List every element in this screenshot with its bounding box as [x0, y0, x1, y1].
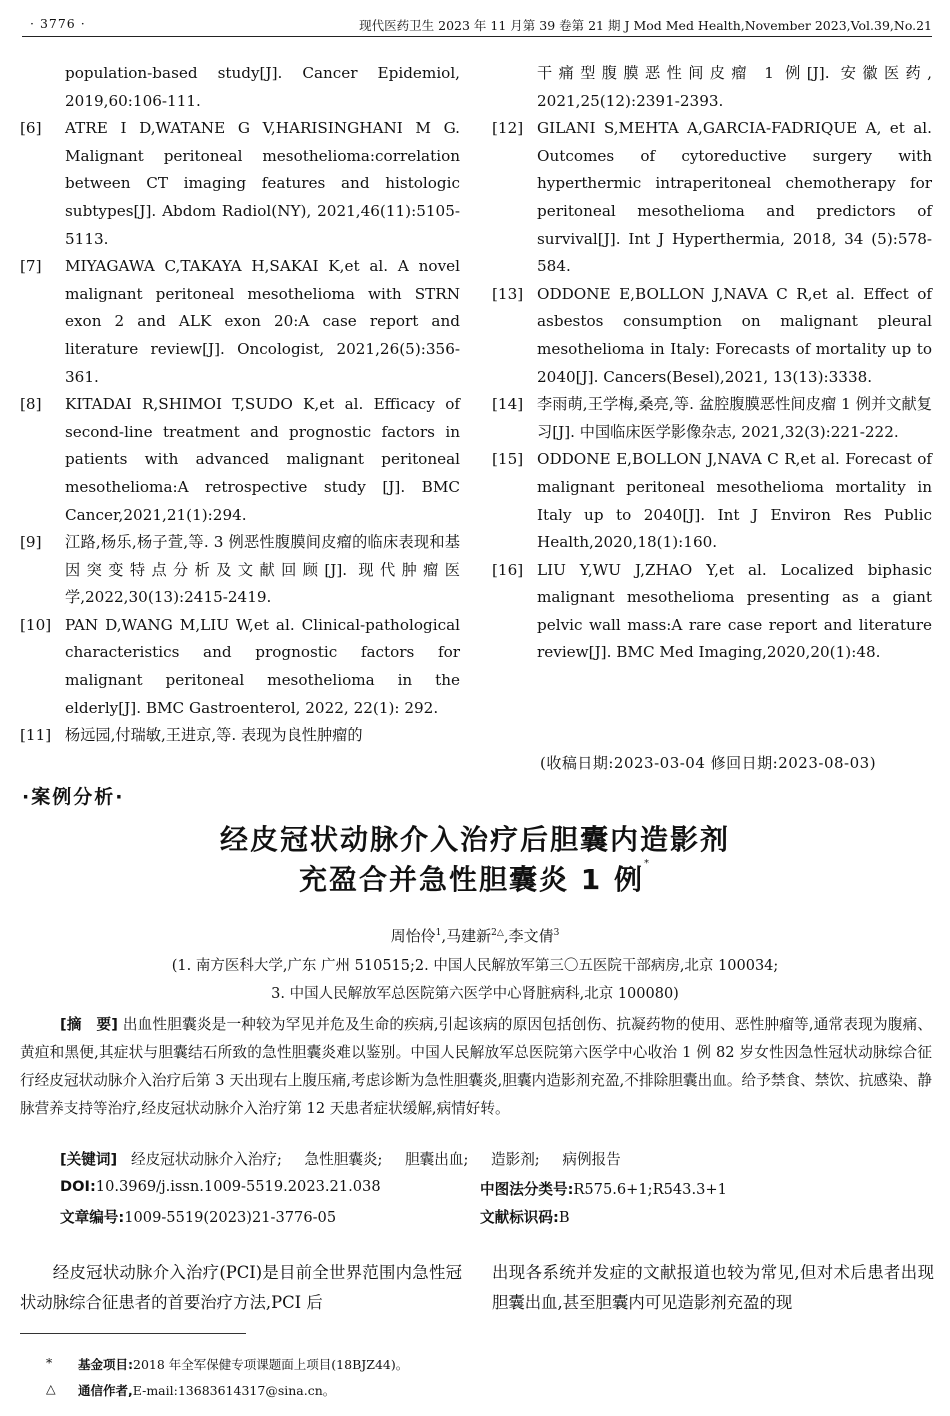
reference-item [20, 391, 460, 529]
reference-number: [12] [492, 119, 524, 138]
reference-number: [13] [492, 284, 524, 303]
page-header [22, 12, 932, 37]
reference-text: 江路,杨乐,杨子萱,等. 3 例恶性腹膜间皮瘤的临床表现和基因突变特点分析及文献回顾[J]. 现代肿瘤医学,2022,30(13):2415-2419. [65, 533, 460, 607]
reference-item [20, 60, 460, 115]
reference-text: ATRE I D,WATANE G V,HARISINGHANI M G. Malignant peritoneal mesothelioma:correlation between CT imaging features and histologic subtypes[J]. Abdom Radiol(NY), 2021,46(11):5105-5113. [65, 119, 460, 248]
footnote-divider [20, 1333, 246, 1334]
reference-item [20, 115, 460, 253]
doi-label: DOI: [60, 1178, 96, 1195]
abstract-label: [摘 要] [60, 1016, 118, 1033]
reference-number: [8] [20, 395, 42, 414]
document-code-label: 文献标识码: [480, 1209, 559, 1226]
page-number: · 3776 · [30, 16, 86, 31]
keyword: 胆囊出血; [405, 1151, 469, 1168]
document-code-value: B [558, 1209, 570, 1226]
author-affiliation: 1 [435, 928, 442, 938]
article-number-value: 1009-5519(2023)21-3776-05 [124, 1209, 337, 1226]
clc-number [480, 1178, 727, 1199]
reference-item [20, 612, 460, 722]
title-fund-mark: * [643, 858, 651, 869]
author-name: 马建新 [446, 927, 492, 945]
reference-item [492, 557, 932, 667]
doi [60, 1178, 381, 1195]
reference-item [20, 253, 460, 391]
section-label: ·案例分析· [22, 786, 125, 808]
reference-item [20, 529, 460, 612]
reference-text: 李雨萌,王学梅,桑亮,等. 盆腔腹膜恶性间皮瘤 1 例并文献复习[J]. 中国临床医学影像杂志, 2021,32(3):221-222. [537, 395, 932, 441]
reference-text: PAN D,WANG M,LIU W,et al. Clinical-pathological characteristics and prognostic factors for malignant peritoneal mesothelioma in the elderly[J]. BMC Gastroenterol, 2022, 22(1): 292. [65, 615, 460, 717]
author-name: 周怡伶 [390, 927, 436, 945]
footnote-mark: △ [46, 1381, 56, 1396]
reference-item [492, 115, 932, 281]
footnote-label: 基金项目: [78, 1357, 133, 1372]
reference-text: KITADAI R,SHIMOI T,SUDO K,et al. Efficacy of second-line treatment and prognostic factors in patients with advanced malignant peritoneal mesothelioma:A retrospective study [J]. BMC Cancer,2021,21(1):294. [65, 395, 460, 524]
document-code [480, 1206, 570, 1227]
reference-number: [6] [20, 119, 42, 138]
author-name: 李文倩 [508, 927, 554, 945]
reference-item [492, 446, 932, 556]
reference-number: [14] [492, 395, 524, 414]
footnote-text: E-mail:13683614317@sina.cn。 [132, 1383, 336, 1398]
reference-number: [9] [20, 533, 42, 552]
reference-item [492, 281, 932, 391]
reference-text: population-based study[J]. Cancer Epidemiol, 2019,60:106-111. [65, 64, 460, 110]
reference-number: [11] [20, 726, 52, 745]
reference-text: 杨远园,付瑞敏,王进京,等. 表现为良性肿瘤的 [65, 726, 363, 745]
footnote-label: 通信作者, [78, 1383, 133, 1398]
reference-number: [15] [492, 450, 524, 469]
reference-text: ODDONE E,BOLLON J,NAVA C R,et al. Forecast of malignant peritoneal mesothelioma mortality in Italy up to 2040[J]. Int J Environ Res Public Health,2020,18(1):160. [537, 450, 932, 552]
clc-value: R575.6+1;R543.3+1 [573, 1181, 727, 1198]
keyword: 经皮冠状动脉介入治疗; [131, 1151, 282, 1168]
title-text: 充盈合并急性胆囊炎 1 例 [299, 863, 644, 896]
body-text-left: 经皮冠状动脉介入治疗(PCI)是目前全世界范围内急性冠状动脉综合征患者的首要治疗方法,PCI 后 [20, 1263, 462, 1312]
affiliation-line: 3. 中国人民解放军总医院第六医学中心肾脏病科,北京 100080) [271, 986, 679, 1002]
body-text-right: 出现各系统并发症的文献报道也较为常见,但对术后患者出现胆囊出血,甚至胆囊内可见造影剂充盈的现 [492, 1263, 934, 1312]
clc-label: 中图法分类号: [480, 1181, 574, 1198]
author-affiliation: 2△ [491, 928, 504, 938]
article-title-line1: 经皮冠状动脉介入治疗后胆囊内造影剂 [219, 823, 730, 856]
abstract-text: 出血性胆囊炎是一种较为罕见并危及生命的疾病,引起该病的原因包括创伤、抗凝药物的使用、恶性肿瘤等,通常表现为腹痛、黄疸和黑便,其症状与胆囊结石所致的急性胆囊炎难以鉴别。中国人民解放军总医院第六医学中心收治 1 例 82 岁女性因急性冠状动脉综合征行经皮冠状动脉介入治疗后第 3 天出现右上腹压痛,考虑诊断为急性胆囊炎,胆囊内造影剂充盈,不排除胆囊出血。给予禁食、禁饮、抗感染、静脉营养支持等治疗,经皮冠状动脉介入治疗第 12 天患者症状缓解,病情好转。 [20, 1016, 932, 1117]
reference-text: 干痛型腹膜恶性间皮瘤 1 例[J]. 安徽医药, 2021,25(12):2391-2393. [537, 64, 932, 110]
journal-info: 现代医药卫生 2023 年 11 月第 39 卷第 21 期 J Mod Med Health,November 2023,Vol.39,No.21 [359, 18, 932, 33]
reference-text: MIYAGAWA C,TAKAYA H,SAKAI K,et al. A novel malignant peritoneal mesothelioma with STRN exon 2 and ALK exon 20:A case report and literature review[J]. Oncologist, 2021,26(5):356-361. [65, 257, 460, 386]
keywords-label: [关键词] [60, 1151, 118, 1168]
references-left-column [20, 60, 460, 750]
article-title-line2 [0, 858, 950, 898]
reference-number: [7] [20, 257, 42, 276]
keyword: 病例报告 [562, 1151, 621, 1168]
footnote-mark: * [46, 1355, 53, 1370]
doi-value: 10.3969/j.issn.1009-5519.2023.21.038 [95, 1178, 381, 1195]
reference-number: [16] [492, 560, 524, 579]
received-revised-dates: (收稿日期:2023-03-04 修回日期:2023-08-03) [540, 754, 877, 772]
reference-text: GILANI S,MEHTA A,GARCIA-FADRIQUE A, et al. Outcomes of cytoreductive surgery with hyperthermic intraperitoneal chemotherapy for peritoneal mesothelioma and predictors of survival[J]. Int J Hyperthermia, 2018, 34 (5):578-584. [537, 119, 932, 276]
abstract [20, 1011, 932, 1123]
keyword: 造影剂; [491, 1151, 540, 1168]
affiliation-line: (1. 南方医科大学,广东 广州 510515;2. 中国人民解放军第三〇五医院干部病房,北京 100034; [171, 958, 779, 974]
reference-number: [10] [20, 615, 52, 634]
keywords [60, 1148, 639, 1169]
author-affiliation: 3 [553, 928, 560, 938]
keyword: 急性胆囊炎; [304, 1151, 383, 1168]
reference-item [492, 391, 932, 446]
author-list: 周怡伶$^1$,马建新$^{2\triangle}$,李文倩$^3$ [390, 927, 560, 945]
article-number-label: 文章编号: [60, 1209, 125, 1226]
article-number [60, 1206, 336, 1227]
reference-text: ODDONE E,BOLLON J,NAVA C R,et al. Effect of asbestos consumption on malignant pleural mesothelioma in Italy: Forecasts of mortality up to 2040[J]. Cancers(Besel),2021, 13(13):3338. [537, 284, 932, 386]
references-right-column [492, 60, 932, 667]
reference-item [492, 60, 932, 115]
footnote-text: 2018 年全军保健专项课题面上项目(18BJZ44)。 [133, 1357, 409, 1372]
reference-text: LIU Y,WU J,ZHAO Y,et al. Localized biphasic malignant mesothelioma presenting as a giant pelvic wall mass:A rare case report and literature review[J]. BMC Med Imaging,2020,20(1):48. [537, 560, 932, 662]
reference-item [20, 722, 460, 750]
